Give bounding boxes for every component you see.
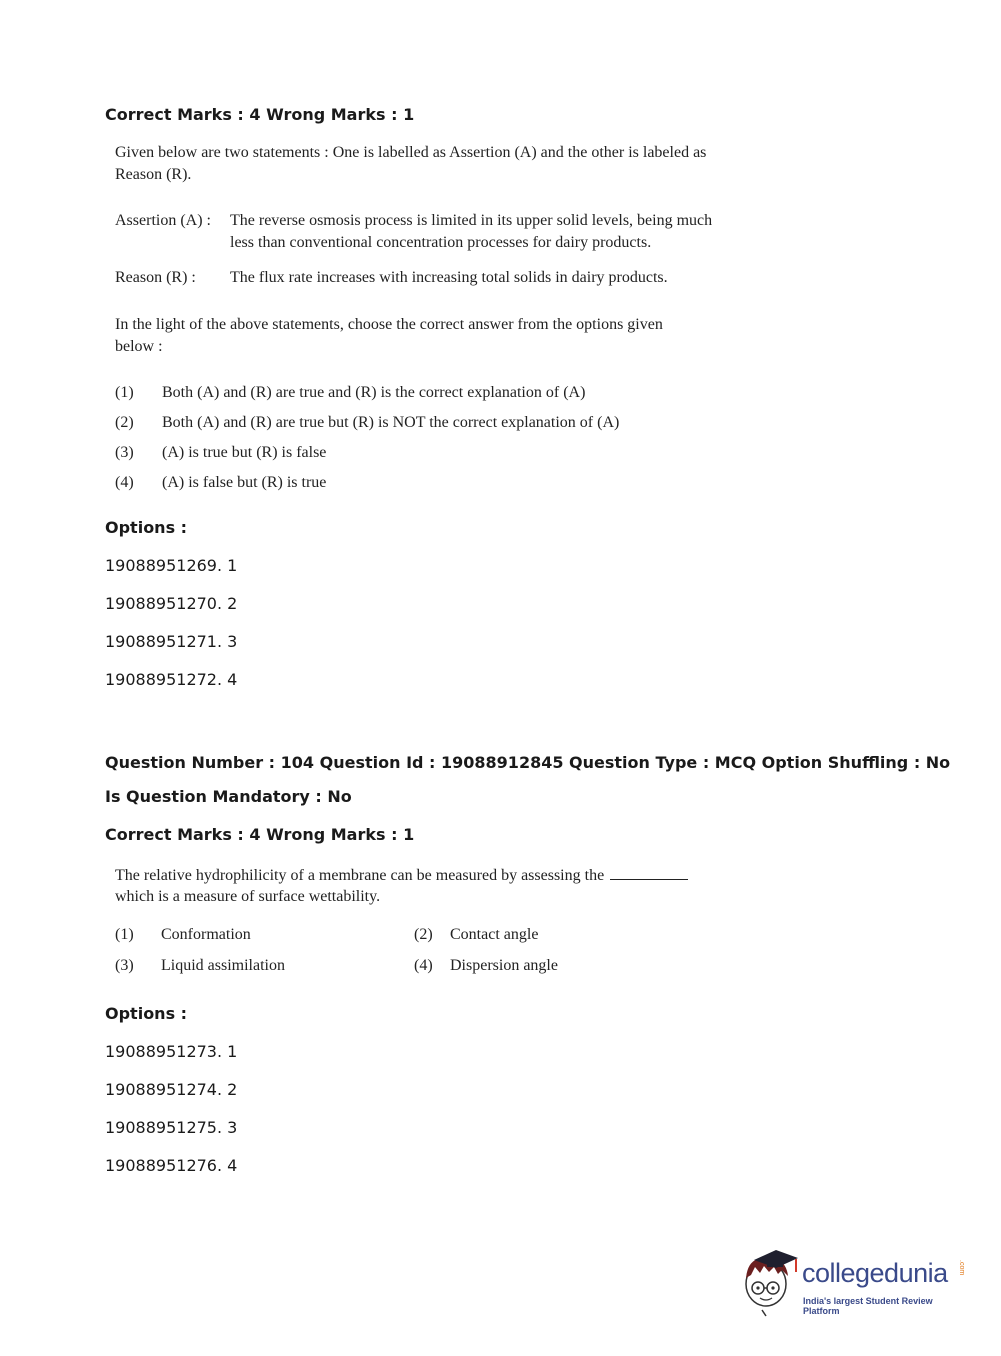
- assertion-line2: less than conventional concentration processes for dairy products.: [230, 234, 652, 251]
- q1-choice-num: (1): [115, 384, 134, 401]
- q2-choice-num: (3): [115, 957, 134, 974]
- q2-choice-text: Contact angle: [450, 926, 539, 943]
- q2-question-line1: [115, 865, 688, 885]
- q1-option-id: 19088951271. 3: [105, 632, 238, 651]
- q1-intro-line1: Given below are two statements : One is labelled as Assertion (A) and the other is labeled as: [115, 144, 707, 161]
- q2-question-text: The relative hydrophilicity of a membrane can be measured by assessing the: [115, 867, 605, 884]
- q1-choice-num: (3): [115, 444, 134, 461]
- q2-marks-line: Correct Marks : 4 Wrong Marks : 1: [105, 825, 415, 844]
- q1-choice-num: (2): [115, 414, 134, 431]
- reason-label: Reason (R) :: [115, 269, 196, 286]
- q1-intro-line2: Reason (R).: [115, 166, 192, 183]
- q1-choice-text: Both (A) and (R) are true but (R) is NOT the correct explanation of (A): [162, 414, 620, 431]
- q2-choice-num: (1): [115, 926, 134, 943]
- q2-choice-text: Liquid assimilation: [161, 957, 285, 974]
- assertion-label: Assertion (A) :: [115, 212, 211, 229]
- q1-choice-num: (4): [115, 474, 134, 491]
- q2-choice-num: (4): [414, 957, 433, 974]
- q1-option-id: 19088951269. 1: [105, 556, 238, 575]
- reason-text: The flux rate increases with increasing total solids in dairy products.: [230, 269, 668, 286]
- q2-choice-num: (2): [414, 926, 433, 943]
- q2-header-line1: Question Number : 104 Question Id : 19088912845 Question Type : MCQ Option Shuffling : No: [105, 753, 951, 772]
- q1-choice-text: (A) is false but (R) is true: [162, 474, 327, 491]
- logo-wordmark: collegedunia: [802, 1258, 948, 1288]
- q1-marks-line: Correct Marks : 4 Wrong Marks : 1: [105, 105, 415, 124]
- q2-option-id: 19088951274. 2: [105, 1080, 238, 1099]
- q1-instruction-line1: In the light of the above statements, choose the correct answer from the options given: [115, 316, 663, 333]
- q2-options-label: Options :: [105, 1004, 188, 1023]
- assertion-line1: The reverse osmosis process is limited in its upper solid levels, being much: [230, 212, 713, 229]
- logo-suffix: .com: [958, 1260, 965, 1276]
- q1-option-id: 19088951272. 4: [105, 670, 238, 689]
- q2-option-id: 19088951275. 3: [105, 1118, 238, 1137]
- q1-option-id: 19088951270. 2: [105, 594, 238, 613]
- logo-tagline: India's largest Student Review Platform: [803, 1296, 933, 1316]
- q2-choice-text: Conformation: [161, 926, 251, 943]
- q1-instruction-line2: below :: [115, 338, 163, 355]
- q1-options-label: Options :: [105, 518, 188, 537]
- q2-question-line2: which is a measure of surface wettability.: [115, 888, 381, 905]
- q2-choice-text: Dispersion angle: [450, 957, 558, 974]
- q1-choice-text: (A) is true but (R) is false: [162, 444, 327, 461]
- q2-header-line2: Is Question Mandatory : No: [105, 787, 352, 806]
- mascot-icon: [740, 1248, 802, 1318]
- q2-option-id: 19088951273. 1: [105, 1042, 238, 1061]
- q1-choice-text: Both (A) and (R) are true and (R) is the correct explanation of (A): [162, 384, 586, 401]
- q2-option-id: 19088951276. 4: [105, 1156, 238, 1175]
- collegedunia-logo[interactable]: [740, 1248, 970, 1318]
- fill-in-blank: [610, 865, 688, 880]
